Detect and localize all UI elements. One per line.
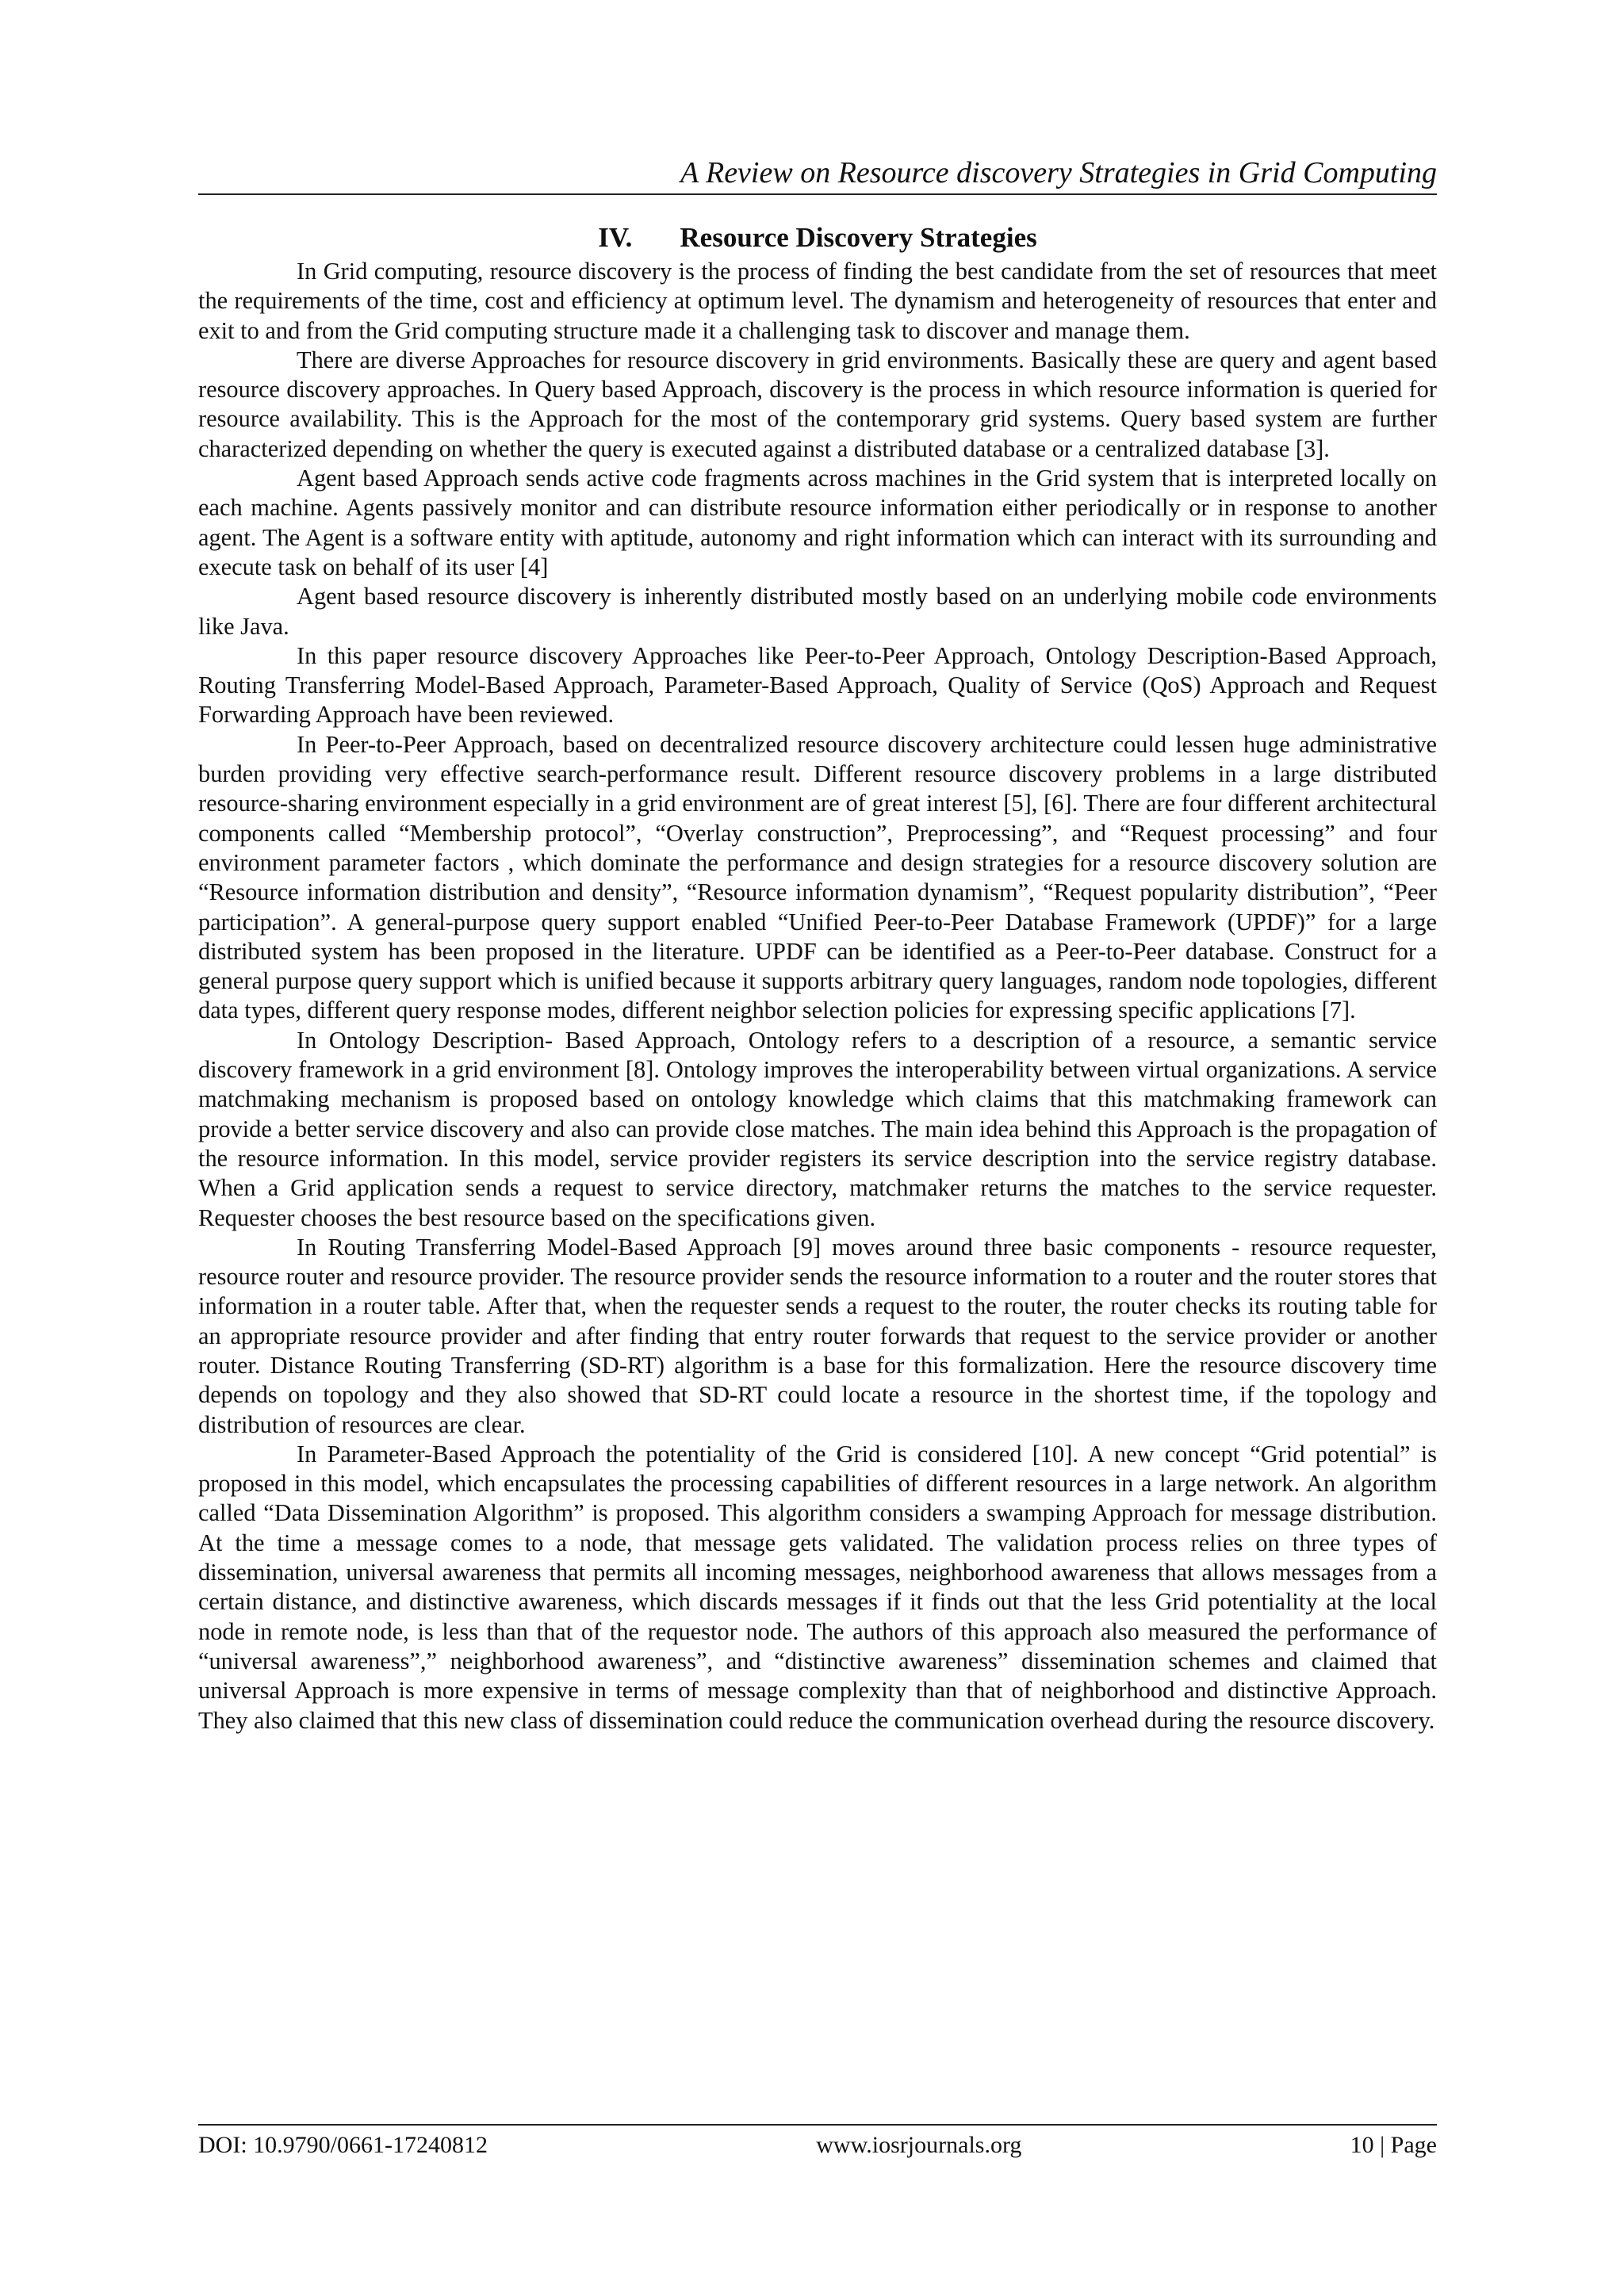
paragraph: In Parameter-Based Approach the potentiality of the Grid is considered [10]. A new concept “Grid potential” is proposed in this model, which encapsulates the processing capabilities of different resources in a large network. An algorithm called “Data Dissemination Algorithm” is proposed. This algorithm considers a swamping Approach for message distribution. At the time a message comes to a node, that message gets validated. The validation process relies on three types of dissemination, universal awareness that permits all incoming messages, neighborhood awareness that allows messages from a certain distance, and distinctive awareness, which discards messages if it finds out that the less Grid potentiality at the local node in remote node, is less than that of the requestor node. The authors of this approach also measured the performance of “universal awareness”,” neighborhood awareness”, and “distinctive awareness” dissemination schemes and claimed that universal Approach is more expensive in terms of message complexity than that of neighborhood and distinctive Approach. They also claimed that this new class of dissemination could reduce the communication overhead during the resource discovery.	[198, 1440, 1437, 1734]
paragraph: Agent based Approach sends active code fragments across machines in the Grid system that is interpreted locally on each machine. Agents passively monitor and can distribute resource information either periodically or in response to another agent. The Agent is a software entity with aptitude, autonomy and right information which can interact with its surrounding and execute task on behalf of its user [4]	[198, 465, 1437, 580]
page-footer	[198, 2130, 1437, 2161]
section-heading	[198, 220, 1437, 255]
footer-website: www.iosrjournals.org	[816, 2132, 1022, 2158]
section-title: Resource Discovery Strategies	[680, 222, 1037, 253]
footer-page-number: 10 | Page	[1350, 2132, 1437, 2158]
body-text	[198, 257, 1437, 1735]
paragraph: There are diverse Approaches for resource discovery in grid environments. Basically these are query and agent based resource discovery approaches. In Query based Approach, discovery is the process in which resource information is queried for resource availability. This is the Approach for the most of the contemporary grid systems. Query based system are further characterized depending on whether the query is executed against a distributed database or a centralized database [3].	[198, 346, 1437, 462]
paragraph: In Grid computing, resource discovery is the process of finding the best candidate from the set of resources that meet the requirements of the time, cost and efficiency at optimum level. The dynamism and heterogeneity of resources that enter and exit to and from the Grid computing structure made it a challenging task to discover and manage them.	[198, 258, 1437, 344]
section-number: IV.	[598, 222, 633, 253]
paragraph: In Routing Transferring Model-Based Approach [9] moves around three basic components - resource requester, resource router and resource provider. The resource provider sends the resource information to a router and the router stores that information in a router table. After that, when the requester sends a request to the router, the router checks its routing table for an appropriate resource provider and after finding that entry router forwards that request to the service provider or another router. Distance Routing Transferring (SD-RT) algorithm is a base for this formalization. Here the resource discovery time depends on topology and they also showed that SD-RT could locate a resource in the shortest time, if the topology and distribution of resources are clear.	[198, 1233, 1437, 1438]
paragraph: In this paper resource discovery Approaches like Peer-to-Peer Approach, Ontology Description-Based Approach, Routing Transferring Model-Based Approach, Parameter-Based Approach, Quality of Service (QoS) Approach and Request Forwarding Approach have been reviewed.	[198, 641, 1437, 729]
header-divider	[198, 193, 1437, 195]
running-header: A Review on Resource discovery Strategies in Grid Computing	[680, 156, 1437, 189]
paragraph: In Peer-to-Peer Approach, based on decentralized resource discovery architecture could lessen huge administrative burden providing very effective search-performance result. Different resource discovery problems in a large distributed resource-sharing environment especially in a grid environment are of great interest [5], [6]. There are four different architectural components called “Membership protocol”, “Overlay construction”, Preprocessing”, and “Request processing” and four environment parameter factors , which dominate the performance and design strategies for a resource discovery solution are “Resource information distribution and density”, “Resource information dynamism”, “Request popularity distribution”, “Peer participation”. A general-purpose query support enabled “Unified Peer-to-Peer Database Framework (UPDF)” for a large distributed system has been proposed in the literature. UPDF can be identified as a Peer-to-Peer database. Construct for a general purpose query support which is unified because it supports arbitrary query languages, random node topologies, different data types, different query response modes, different neighbor selection policies for expressing specific applications [7].	[198, 730, 1437, 1024]
footer-divider	[198, 2124, 1437, 2126]
paragraph: Agent based resource discovery is inherently distributed mostly based on an underlying mobile code environments like Java.	[198, 583, 1437, 640]
paragraph: In Ontology Description- Based Approach, Ontology refers to a description of a resource, a semantic service discovery framework in a grid environment [8]. Ontology improves the interoperability between virtual organizations. A service matchmaking mechanism is proposed based on ontology knowledge which claims that this matchmaking framework can provide a better service discovery and also can provide close matches. The main idea behind this Approach is the propagation of the resource information. In this model, service provider registers its service description into the service registry database. When a Grid application sends a request to service directory, matchmaker returns the matches to the service requester. Requester chooses the best resource based on the specifications given.	[198, 1026, 1437, 1231]
footer-doi: DOI: 10.9790/0661-17240812	[198, 2132, 488, 2158]
